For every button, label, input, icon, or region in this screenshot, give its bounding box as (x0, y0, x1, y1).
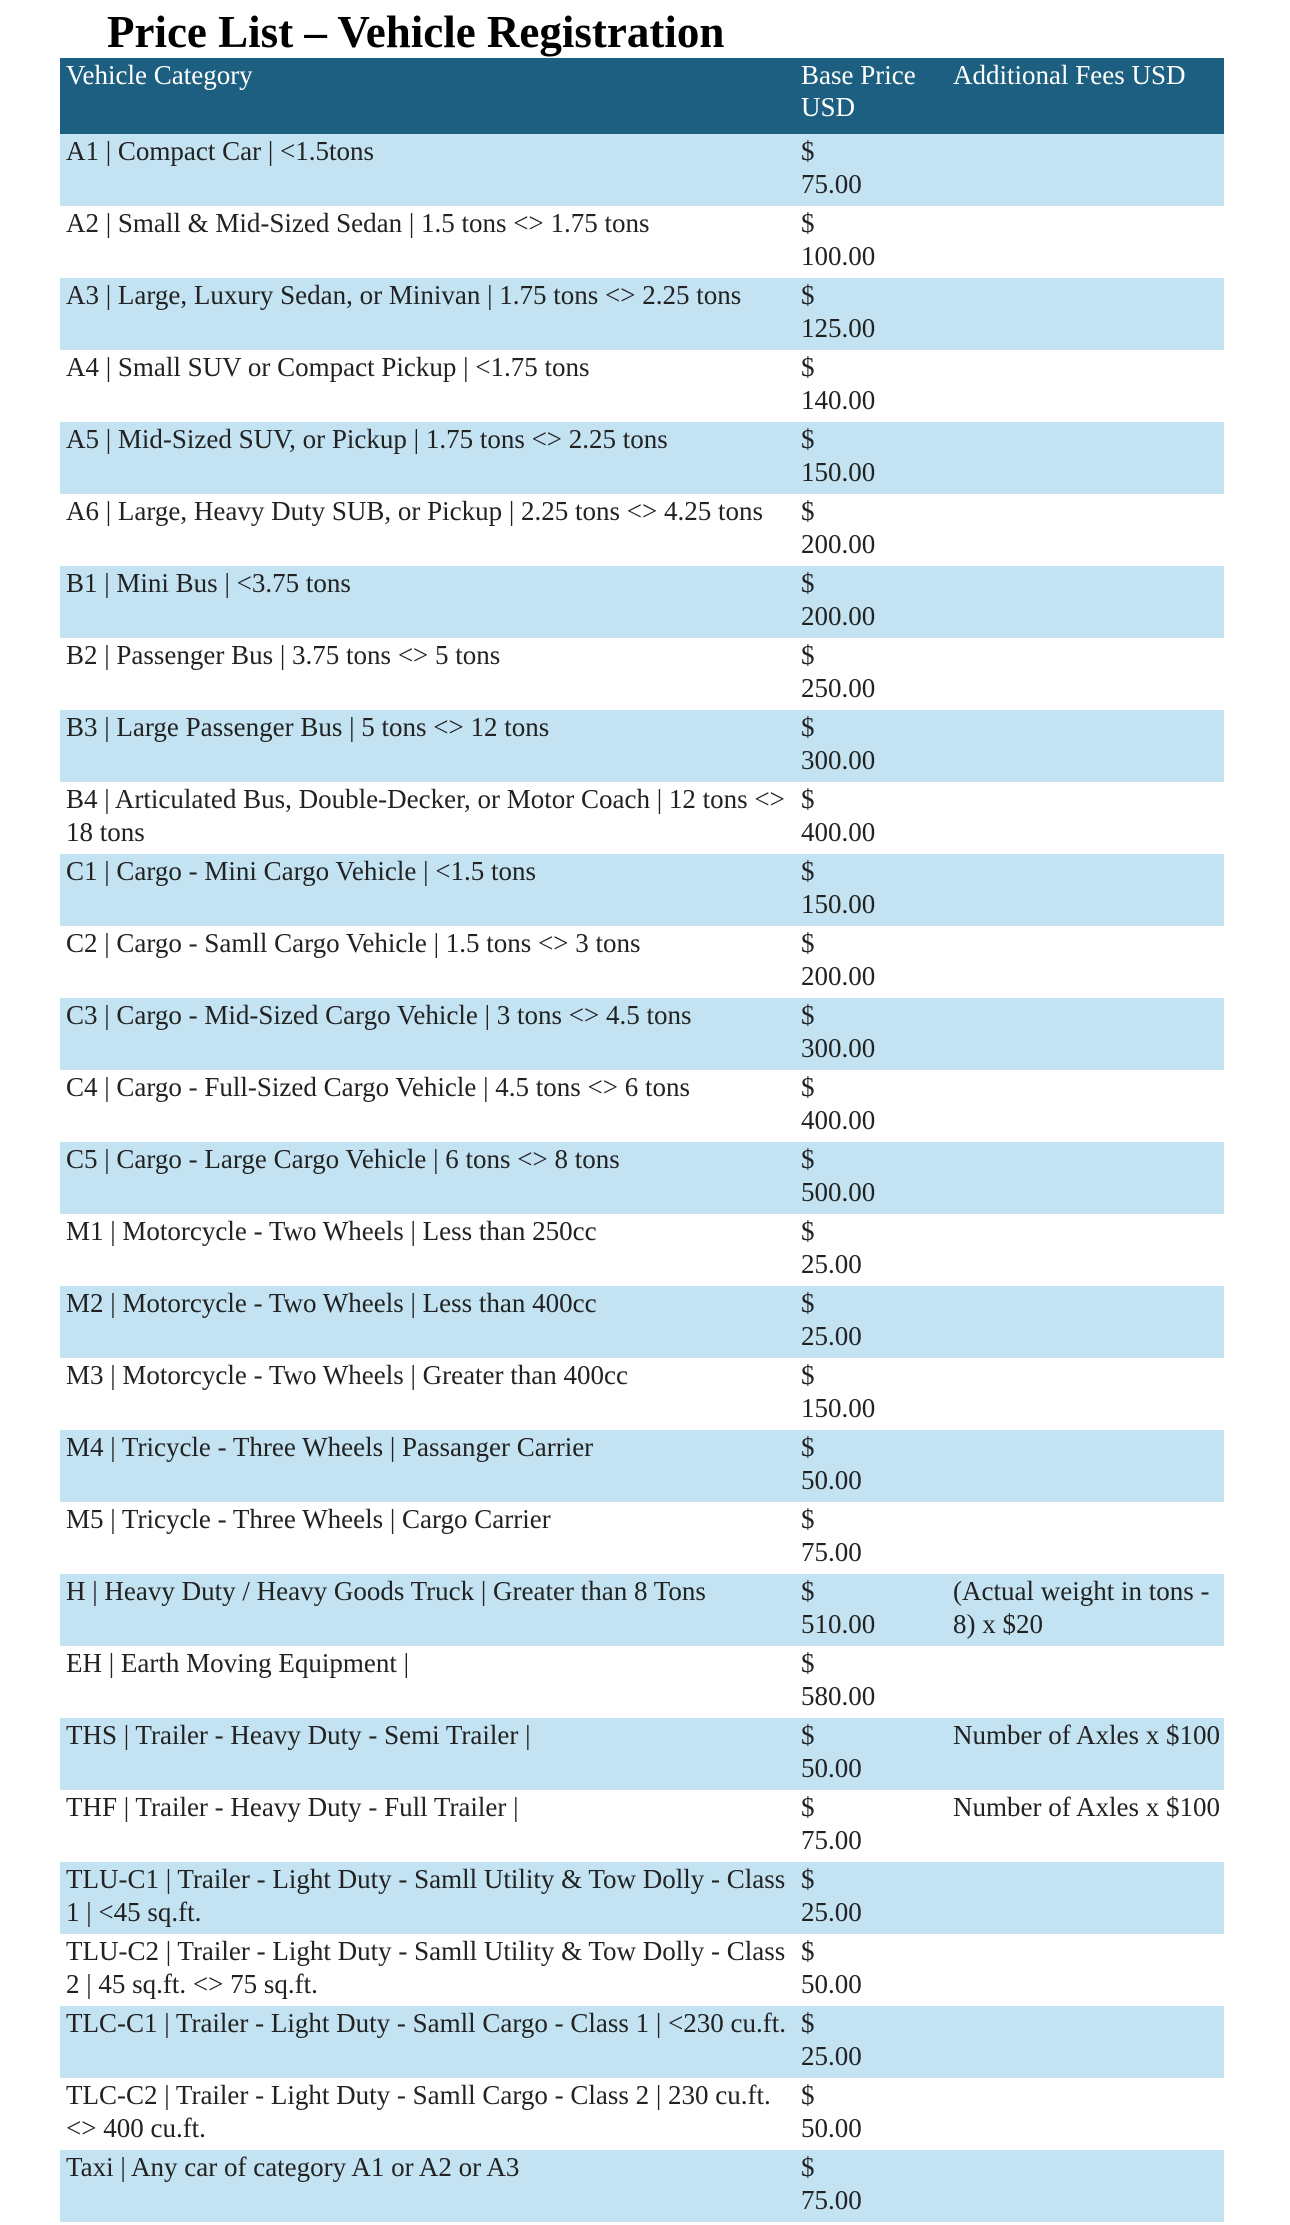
header-vehicle-category (60, 58, 801, 134)
additional-fees-cell (948, 2150, 1224, 2222)
vehicle-category-cell: M1 | Motorcycle - Two Wheels | Less than 250cc (66, 1216, 597, 1246)
vehicle-category-cell: Taxi | Any car of category A1 or A2 or A3 (66, 2152, 520, 2182)
base-price-cell (801, 1718, 948, 1790)
base-price-cell (801, 494, 948, 566)
additional-fees-cell (948, 854, 1224, 926)
base-price-cell (801, 1574, 948, 1646)
table-header (60, 58, 1224, 134)
vehicle-category-cell: EH | Earth Moving Equipment | (66, 1648, 410, 1678)
additional-fees-cell (948, 206, 1224, 278)
vehicle-category-cell: C3 | Cargo - Mid-Sized Cargo Vehicle | 3 tons <> 4.5 tons (66, 1000, 692, 1030)
base-price-amount: 75.00 (801, 2185, 862, 2215)
table-row (60, 1430, 1224, 1502)
base-price-amount: 150.00 (801, 457, 876, 487)
vehicle-category-cell: B4 | Articulated Bus, Double-Decker, or Motor Coach | 12 tons <> 18 tons (66, 784, 785, 847)
base-price-currency: $ (801, 496, 815, 526)
vehicle-category-cell: M5 | Tricycle - Three Wheels | Cargo Carrier (66, 1504, 551, 1534)
base-price-cell (801, 1646, 948, 1718)
base-price-cell (801, 134, 948, 206)
header-base-price-line1: Base Price (801, 60, 916, 90)
base-price-amount: 75.00 (801, 169, 862, 199)
additional-fees-cell (948, 2006, 1224, 2078)
base-price-cell (801, 1862, 948, 1934)
table-row (60, 566, 1224, 638)
additional-fees-cell (948, 1214, 1224, 1286)
additional-fees-cell (948, 782, 1224, 854)
vehicle-category-cell: THS | Trailer - Heavy Duty - Semi Trailer | (66, 1720, 531, 1750)
base-price-amount: 25.00 (801, 1897, 862, 1927)
base-price-currency: $ (801, 1432, 815, 1462)
base-price-cell (801, 206, 948, 278)
table-row (60, 1790, 1224, 1862)
vehicle-category-cell: A2 | Small & Mid-Sized Sedan | 1.5 tons <> 1.75 tons (66, 208, 650, 238)
additional-fees-cell (948, 638, 1224, 710)
base-price-cell (801, 1502, 948, 1574)
vehicle-category-cell: C1 | Cargo - Mini Cargo Vehicle | <1.5 tons (66, 856, 537, 886)
base-price-amount: 580.00 (801, 1681, 876, 1711)
base-price-amount: 140.00 (801, 385, 876, 415)
additional-fees-cell (948, 998, 1224, 1070)
base-price-currency: $ (801, 1576, 815, 1606)
base-price-amount: 75.00 (801, 1537, 862, 1567)
vehicle-category-cell: M2 | Motorcycle - Two Wheels | Less than 400cc (66, 1288, 597, 1318)
base-price-amount: 25.00 (801, 1321, 862, 1351)
base-price-currency: $ (801, 280, 815, 310)
base-price-cell (801, 638, 948, 710)
base-price-cell (801, 1214, 948, 1286)
header-vehicle-category-label: Vehicle Category (66, 60, 253, 90)
vehicle-category-cell: TLU-C1 | Trailer - Light Duty - Samll Utility & Tow Dolly - Class 1 | <45 sq.ft. (66, 1864, 786, 1927)
table-row (60, 1286, 1224, 1358)
base-price-currency: $ (801, 352, 815, 382)
base-price-currency: $ (801, 568, 815, 598)
table-body (60, 134, 1224, 2222)
base-price-cell (801, 854, 948, 926)
header-additional-fees (948, 58, 1224, 134)
base-price-currency: $ (801, 1000, 815, 1030)
base-price-cell (801, 926, 948, 998)
base-price-cell (801, 1430, 948, 1502)
base-price-currency: $ (801, 2080, 815, 2110)
base-price-cell (801, 566, 948, 638)
vehicle-category-cell: M4 | Tricycle - Three Wheels | Passanger Carrier (66, 1432, 594, 1462)
base-price-amount: 125.00 (801, 313, 876, 343)
table-row (60, 134, 1224, 206)
base-price-cell (801, 1286, 948, 1358)
additional-fees-cell (948, 1142, 1224, 1214)
base-price-cell (801, 2150, 948, 2222)
vehicle-category-cell: TLC-C1 | Trailer - Light Duty - Samll Cargo - Class 1 | <230 cu.ft. (66, 2008, 786, 2038)
base-price-currency: $ (801, 928, 815, 958)
table-row (60, 2078, 1224, 2150)
base-price-amount: 25.00 (801, 1249, 862, 1279)
base-price-currency: $ (801, 640, 815, 670)
base-price-cell (801, 1790, 948, 1862)
additional-fees-cell (948, 710, 1224, 782)
vehicle-category-cell: B1 | Mini Bus | <3.75 tons (66, 568, 351, 598)
base-price-amount: 300.00 (801, 1033, 876, 1063)
base-price-amount: 50.00 (801, 1969, 862, 1999)
base-price-currency: $ (801, 1504, 815, 1534)
additional-fees-cell (948, 926, 1224, 998)
vehicle-category-cell: B2 | Passenger Bus | 3.75 tons <> 5 tons (66, 640, 501, 670)
base-price-currency: $ (801, 856, 815, 886)
base-price-amount: 75.00 (801, 1825, 862, 1855)
vehicle-category-cell: C2 | Cargo - Samll Cargo Vehicle | 1.5 tons <> 3 tons (66, 928, 641, 958)
base-price-amount: 150.00 (801, 1393, 876, 1423)
base-price-cell (801, 782, 948, 854)
vehicle-category-cell: H | Heavy Duty / Heavy Goods Truck | Greater than 8 Tons (66, 1576, 706, 1606)
base-price-amount: 200.00 (801, 601, 876, 631)
base-price-currency: $ (801, 1648, 815, 1678)
additional-fees-cell (948, 422, 1224, 494)
base-price-currency: $ (801, 1936, 815, 1966)
vehicle-category-cell: TLC-C2 | Trailer - Light Duty - Samll Cargo - Class 2 | 230 cu.ft. <> 400 cu.ft. (66, 2080, 771, 2143)
base-price-currency: $ (801, 1360, 815, 1390)
base-price-cell (801, 2078, 948, 2150)
table-row (60, 422, 1224, 494)
additional-fees-cell (948, 494, 1224, 566)
base-price-currency: $ (801, 1864, 815, 1894)
base-price-amount: 200.00 (801, 529, 876, 559)
vehicle-category-cell: C4 | Cargo - Full-Sized Cargo Vehicle | 4.5 tons <> 6 tons (66, 1072, 690, 1102)
table-row (60, 2150, 1224, 2222)
table-row (60, 1070, 1224, 1142)
table-row (60, 1646, 1224, 1718)
base-price-currency: $ (801, 136, 815, 166)
table-row (60, 1862, 1224, 1934)
additional-fees-cell (948, 1502, 1224, 1574)
base-price-cell (801, 278, 948, 350)
table-row (60, 1502, 1224, 1574)
base-price-currency: $ (801, 208, 815, 238)
base-price-amount: 50.00 (801, 1465, 862, 1495)
vehicle-category-cell: A1 | Compact Car | <1.5tons (66, 136, 375, 166)
base-price-amount: 50.00 (801, 2113, 862, 2143)
base-price-amount: 300.00 (801, 745, 876, 775)
base-price-cell (801, 350, 948, 422)
base-price-amount: 200.00 (801, 961, 876, 991)
additional-fees-cell (948, 2078, 1224, 2150)
base-price-amount: 100.00 (801, 241, 876, 271)
table-row (60, 350, 1224, 422)
base-price-cell (801, 710, 948, 782)
base-price-amount: 400.00 (801, 817, 876, 847)
table-row (60, 1574, 1224, 1646)
base-price-amount: 50.00 (801, 1753, 862, 1783)
additional-fees-cell (948, 1286, 1224, 1358)
base-price-currency: $ (801, 1072, 815, 1102)
vehicle-category-cell: A5 | Mid-Sized SUV, or Pickup | 1.75 tons <> 2.25 tons (66, 424, 668, 454)
table-row (60, 206, 1224, 278)
additional-fees-cell (948, 1358, 1224, 1430)
header-base-price-line2: USD (801, 92, 856, 122)
additional-fees-cell (948, 350, 1224, 422)
base-price-amount: 400.00 (801, 1105, 876, 1135)
base-price-currency: $ (801, 784, 815, 814)
table-row (60, 2006, 1224, 2078)
additional-fees-cell: (Actual weight in tons - 8) x $20 (953, 1576, 1210, 1639)
table-row (60, 1214, 1224, 1286)
vehicle-category-cell: B3 | Large Passenger Bus | 5 tons <> 12 tons (66, 712, 550, 742)
table-row (60, 998, 1224, 1070)
additional-fees-cell (948, 134, 1224, 206)
table-row (60, 494, 1224, 566)
base-price-amount: 250.00 (801, 673, 876, 703)
base-price-amount: 25.00 (801, 2041, 862, 2071)
base-price-currency: $ (801, 1216, 815, 1246)
table-row (60, 278, 1224, 350)
base-price-currency: $ (801, 1288, 815, 1318)
table-row (60, 638, 1224, 710)
base-price-cell (801, 2006, 948, 2078)
vehicle-category-cell: A4 | Small SUV or Compact Pickup | <1.75 tons (66, 352, 590, 382)
base-price-amount: 500.00 (801, 1177, 876, 1207)
table-row (60, 854, 1224, 926)
base-price-currency: $ (801, 1720, 815, 1750)
table-row (60, 1142, 1224, 1214)
base-price-currency: $ (801, 424, 815, 454)
additional-fees-cell (948, 1934, 1224, 2006)
vehicle-category-cell: A3 | Large, Luxury Sedan, or Minivan | 1.75 tons <> 2.25 tons (66, 280, 742, 310)
base-price-currency: $ (801, 1792, 815, 1822)
base-price-currency: $ (801, 2008, 815, 2038)
table-row (60, 1934, 1224, 2006)
base-price-cell (801, 422, 948, 494)
base-price-cell (801, 1070, 948, 1142)
additional-fees-cell (948, 278, 1224, 350)
table-row (60, 1718, 1224, 1790)
vehicle-category-cell: C5 | Cargo - Large Cargo Vehicle | 6 tons <> 8 tons (66, 1144, 620, 1174)
vehicle-category-cell: M3 | Motorcycle - Two Wheels | Greater than 400cc (66, 1360, 628, 1390)
table-row (60, 926, 1224, 998)
additional-fees-cell (948, 1070, 1224, 1142)
vehicle-category-cell: TLU-C2 | Trailer - Light Duty - Samll Utility & Tow Dolly - Class 2 | 45 sq.ft. <> 75 sq.ft. (66, 1936, 786, 1999)
additional-fees-cell (948, 1862, 1224, 1934)
base-price-cell (801, 1934, 948, 2006)
table-row (60, 1358, 1224, 1430)
additional-fees-cell (948, 566, 1224, 638)
base-price-cell (801, 1358, 948, 1430)
base-price-currency: $ (801, 2152, 815, 2182)
base-price-cell (801, 1142, 948, 1214)
base-price-amount: 150.00 (801, 889, 876, 919)
table-row (60, 782, 1224, 854)
page-title: Price List – Vehicle Registration (107, 7, 725, 57)
header-additional-fees-label: Additional Fees USD (953, 60, 1186, 90)
vehicle-category-cell: THF | Trailer - Heavy Duty - Full Trailer | (66, 1792, 519, 1822)
table-row (60, 710, 1224, 782)
base-price-currency: $ (801, 1144, 815, 1174)
additional-fees-cell (948, 1430, 1224, 1502)
base-price-amount: 510.00 (801, 1609, 876, 1639)
additional-fees-cell: Number of Axles x $100 (953, 1720, 1220, 1750)
vehicle-category-cell: A6 | Large, Heavy Duty SUB, or Pickup | 2.25 tons <> 4.25 tons (66, 496, 763, 526)
base-price-cell (801, 998, 948, 1070)
base-price-currency: $ (801, 712, 815, 742)
additional-fees-cell (948, 1646, 1224, 1718)
additional-fees-cell: Number of Axles x $100 (953, 1792, 1220, 1822)
header-base-price (801, 58, 948, 134)
price-table (60, 58, 1224, 2222)
